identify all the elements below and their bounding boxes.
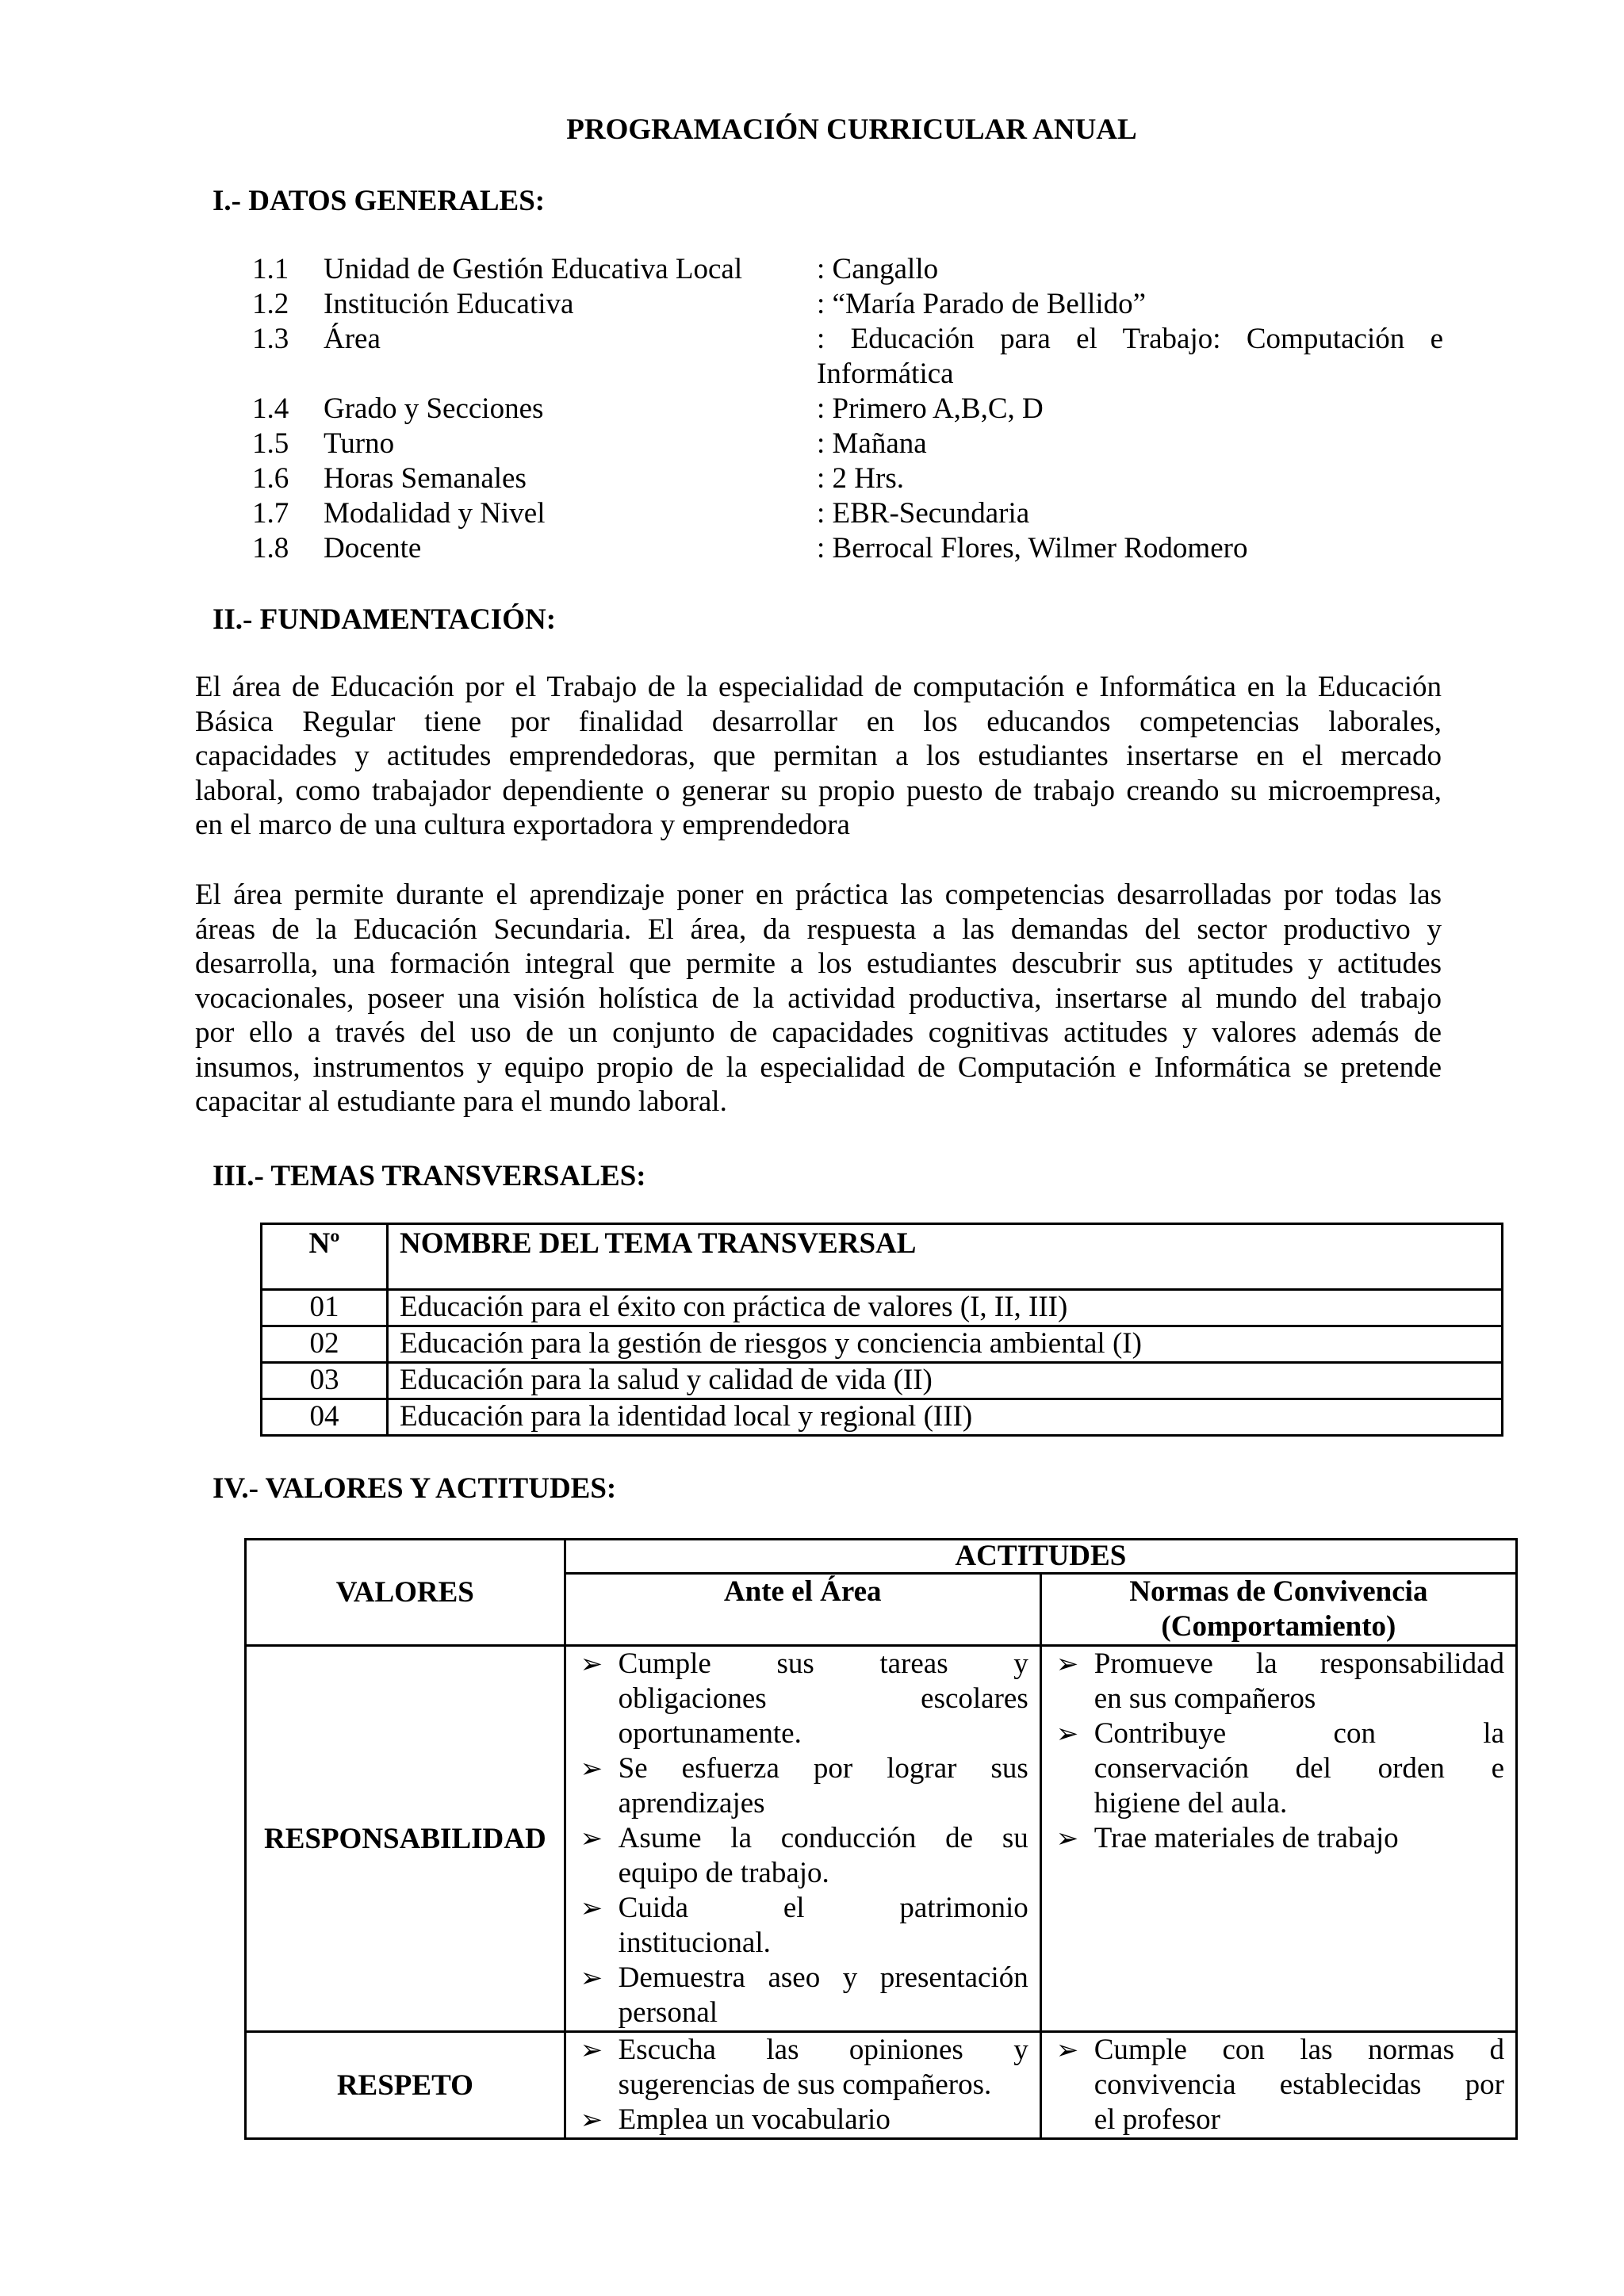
bullet-line: en sus compañeros [1094, 1682, 1316, 1715]
bullet-line: conservación del orden e [1094, 1752, 1504, 1785]
row-label: Unidad de Gestión Educativa Local [324, 253, 743, 285]
bullet-line: Cuida el patrimonio [618, 1892, 1028, 1924]
bullet-item [577, 1647, 1028, 1751]
cell-num: 02 [262, 1326, 388, 1363]
paragraph-line: insumos, instrumentos y equipo propio de la especialidad de Computación e Informática se pretende [195, 1050, 1442, 1084]
table-row [262, 1363, 1503, 1399]
row-value: : Mañana [817, 427, 927, 460]
normas-header-line-1: Normas de Convivencia [1129, 1575, 1428, 1608]
row-label: Horas Semanales [324, 462, 527, 495]
column-header-ante-el-area: Ante el Área [565, 1574, 1040, 1646]
table-row [262, 1326, 1503, 1363]
bullet-line: higiene del aula. [1094, 1787, 1288, 1820]
bullet-list [1053, 2033, 1504, 2137]
arrow-bullet-icon: ➢ [580, 1823, 603, 1854]
bullet-line: Asume la conducción de su [618, 1822, 1028, 1854]
section-datos-generales-heading: I.- DATOS GENERALES: [213, 185, 546, 217]
paragraph-line: desarrolla, una formación integral que permite a los estudiantes descubrir sus aptitudes y actitudes [195, 947, 1442, 980]
column-header-valores: VALORES [246, 1540, 565, 1646]
row-value: : “María Parado de Bellido” [817, 288, 1147, 320]
bullet-item [1053, 1647, 1504, 1716]
row-value: : Primero A,B,C, D [817, 392, 1044, 425]
bullet-item [1053, 1821, 1504, 1856]
cell-ante-el-area [565, 2032, 1040, 2139]
bullet-line: institucional. [618, 1927, 771, 1959]
cell-ante-el-area [565, 1646, 1040, 2032]
table-header-row [262, 1224, 1503, 1290]
bullet-list [577, 2033, 1028, 2137]
bullet-item [577, 2103, 1028, 2137]
paragraph-line: capacidades y actitudes emprendedoras, que permitan a los estudiantes insertarse en el mercado [195, 740, 1442, 772]
paragraph-line: vocacionales, poseer una visión holística de la actividad productiva, insertarse al mundo del trabajo [195, 982, 1442, 1015]
cell-valor: RESPETO [246, 2032, 565, 2139]
arrow-bullet-icon: ➢ [1055, 2034, 1079, 2066]
paragraph-line: capacitar al estudiante para el mundo laboral. [195, 1085, 727, 1118]
row-label: Grado y Secciones [324, 392, 544, 425]
section-fundamentacion-heading: II.- FUNDAMENTACIÓN: [213, 603, 557, 636]
section-temas-transversales-heading: III.- TEMAS TRANSVERSALES: [213, 1160, 646, 1192]
table-row [262, 1290, 1503, 1326]
bullet-line: convivencia establecidas por [1094, 2068, 1504, 2101]
bullet-item [577, 1961, 1028, 2030]
bullet-line: Se esfuerza por lograr sus [618, 1752, 1028, 1785]
arrow-bullet-icon: ➢ [580, 1962, 603, 1994]
bullet-line: Cumple con las normas d [1094, 2034, 1504, 2066]
row-value: : 2 Hrs. [817, 462, 904, 495]
bullet-item [577, 1821, 1028, 1891]
bullet-line: Cumple sus tareas y [618, 1647, 1028, 1680]
valores-actitudes-table [244, 1538, 1518, 2140]
column-header-name: NOMBRE DEL TEMA TRANSVERSAL [388, 1224, 1503, 1290]
row-label: Institución Educativa [324, 288, 574, 320]
arrow-bullet-icon: ➢ [580, 1753, 603, 1785]
column-header-normas [1040, 1574, 1516, 1646]
row-number: 1.7 [252, 497, 289, 530]
table-row [246, 2032, 1517, 2139]
row-label: Turno [324, 427, 395, 460]
paragraph-line: El área de Educación por el Trabajo de la especialidad de computación e Informática en la Educación [195, 671, 1442, 703]
column-header-actitudes: ACTITUDES [565, 1540, 1516, 1574]
row-value: : Cangallo [817, 253, 939, 285]
bullet-line: Emplea un vocabulario [618, 2103, 891, 2136]
cell-valor: RESPONSABILIDAD [246, 1646, 565, 2032]
bullet-line: Demuestra aseo y presentación [618, 1961, 1028, 1994]
paragraph-line: por ello a través del uso de un conjunto de capacidades cognitivas actitudes y valores además de [195, 1016, 1442, 1049]
bullet-item [577, 2033, 1028, 2103]
arrow-bullet-icon: ➢ [580, 1648, 603, 1680]
bullet-item [577, 1751, 1028, 1821]
cell-name: Educación para el éxito con práctica de valores (I, II, III) [388, 1290, 1503, 1326]
arrow-bullet-icon: ➢ [580, 1892, 603, 1924]
bullet-line: oportunamente. [618, 1717, 802, 1750]
paragraph-line: El área permite durante el aprendizaje poner en práctica las competencias desarrolladas por todas las [195, 878, 1442, 911]
table-header-row [246, 1540, 1517, 1574]
row-value: : EBR-Secundaria [817, 497, 1030, 530]
bullet-line: aprendizajes [618, 1787, 765, 1820]
bullet-line: Trae materiales de trabajo [1094, 1822, 1399, 1854]
bullet-line: sugerencias de sus compañeros. [618, 2068, 992, 2101]
arrow-bullet-icon: ➢ [1055, 1823, 1079, 1854]
table-row [262, 1399, 1503, 1436]
cell-normas [1040, 1646, 1516, 2032]
row-number: 1.5 [252, 427, 289, 460]
temas-transversales-table [260, 1223, 1503, 1437]
bullet-line: personal [618, 1996, 718, 2029]
fundamentacion-paragraph-1 [195, 670, 1442, 843]
section-valores-actitudes-heading: IV.- VALORES Y ACTITUDES: [213, 1472, 617, 1505]
bullet-line: Promueve la responsabilidad [1094, 1647, 1504, 1680]
row-number: 1.6 [252, 462, 289, 495]
bullet-line: el profesor [1094, 2103, 1220, 2136]
cell-normas [1040, 2032, 1516, 2139]
paragraph-line: en el marco de una cultura exportadora y emprendedora [195, 809, 850, 841]
cell-name: Educación para la identidad local y regional (III) [388, 1399, 1503, 1436]
bullet-list [577, 1647, 1028, 2030]
cell-num: 04 [262, 1399, 388, 1436]
row-number: 1.4 [252, 392, 289, 425]
row-number: 1.1 [252, 253, 289, 285]
row-value: : Berrocal Flores, Wilmer Rodomero [817, 532, 1248, 564]
arrow-bullet-icon: ➢ [1055, 1648, 1079, 1680]
document-title: PROGRAMACIÓN CURRICULAR ANUAL [566, 113, 1137, 146]
row-label: Docente [324, 532, 422, 564]
paragraph-line: laboral, como trabajador dependiente o generar su propio puesto de trabajo creando su microempresa, [195, 774, 1442, 807]
row-number: 1.8 [252, 532, 289, 564]
arrow-bullet-icon: ➢ [580, 2104, 603, 2136]
column-header-num: Nº [262, 1224, 388, 1290]
bullet-item [1053, 1716, 1504, 1821]
row-label: Modalidad y Nivel [324, 497, 546, 530]
bullet-item [577, 1891, 1028, 1961]
row-number: 1.3 [252, 323, 289, 355]
cell-num: 03 [262, 1363, 388, 1399]
fundamentacion-paragraph-2 [195, 878, 1442, 1119]
paragraph-line: Básica Regular tiene por finalidad desarrollar en los educandos competencias laborales, [195, 705, 1442, 738]
cell-name: Educación para la gestión de riesgos y conciencia ambiental (I) [388, 1326, 1503, 1363]
bullet-line: obligaciones escolares [618, 1682, 1028, 1715]
paragraph-line: áreas de la Educación Secundaria. El área, da respuesta a las demandas del sector productivo y [195, 913, 1442, 946]
bullet-list [1053, 1647, 1504, 1856]
bullet-line: equipo de trabajo. [618, 1857, 829, 1889]
cell-num: 01 [262, 1290, 388, 1326]
cell-name: Educación para la salud y calidad de vida (II) [388, 1363, 1503, 1399]
bullet-item [1053, 2033, 1504, 2137]
arrow-bullet-icon: ➢ [1055, 1718, 1079, 1750]
row-label: Área [324, 323, 381, 355]
row-value: : Educación para el Trabajo: Computación e Informática [817, 323, 1443, 390]
normas-header-line-2: (Comportamiento) [1161, 1610, 1396, 1643]
bullet-line: Escucha las opiniones y [618, 2034, 1028, 2066]
table-row [246, 1646, 1517, 2032]
bullet-line: Contribuye con la [1094, 1717, 1504, 1750]
row-number: 1.2 [252, 288, 289, 320]
arrow-bullet-icon: ➢ [580, 2034, 603, 2066]
